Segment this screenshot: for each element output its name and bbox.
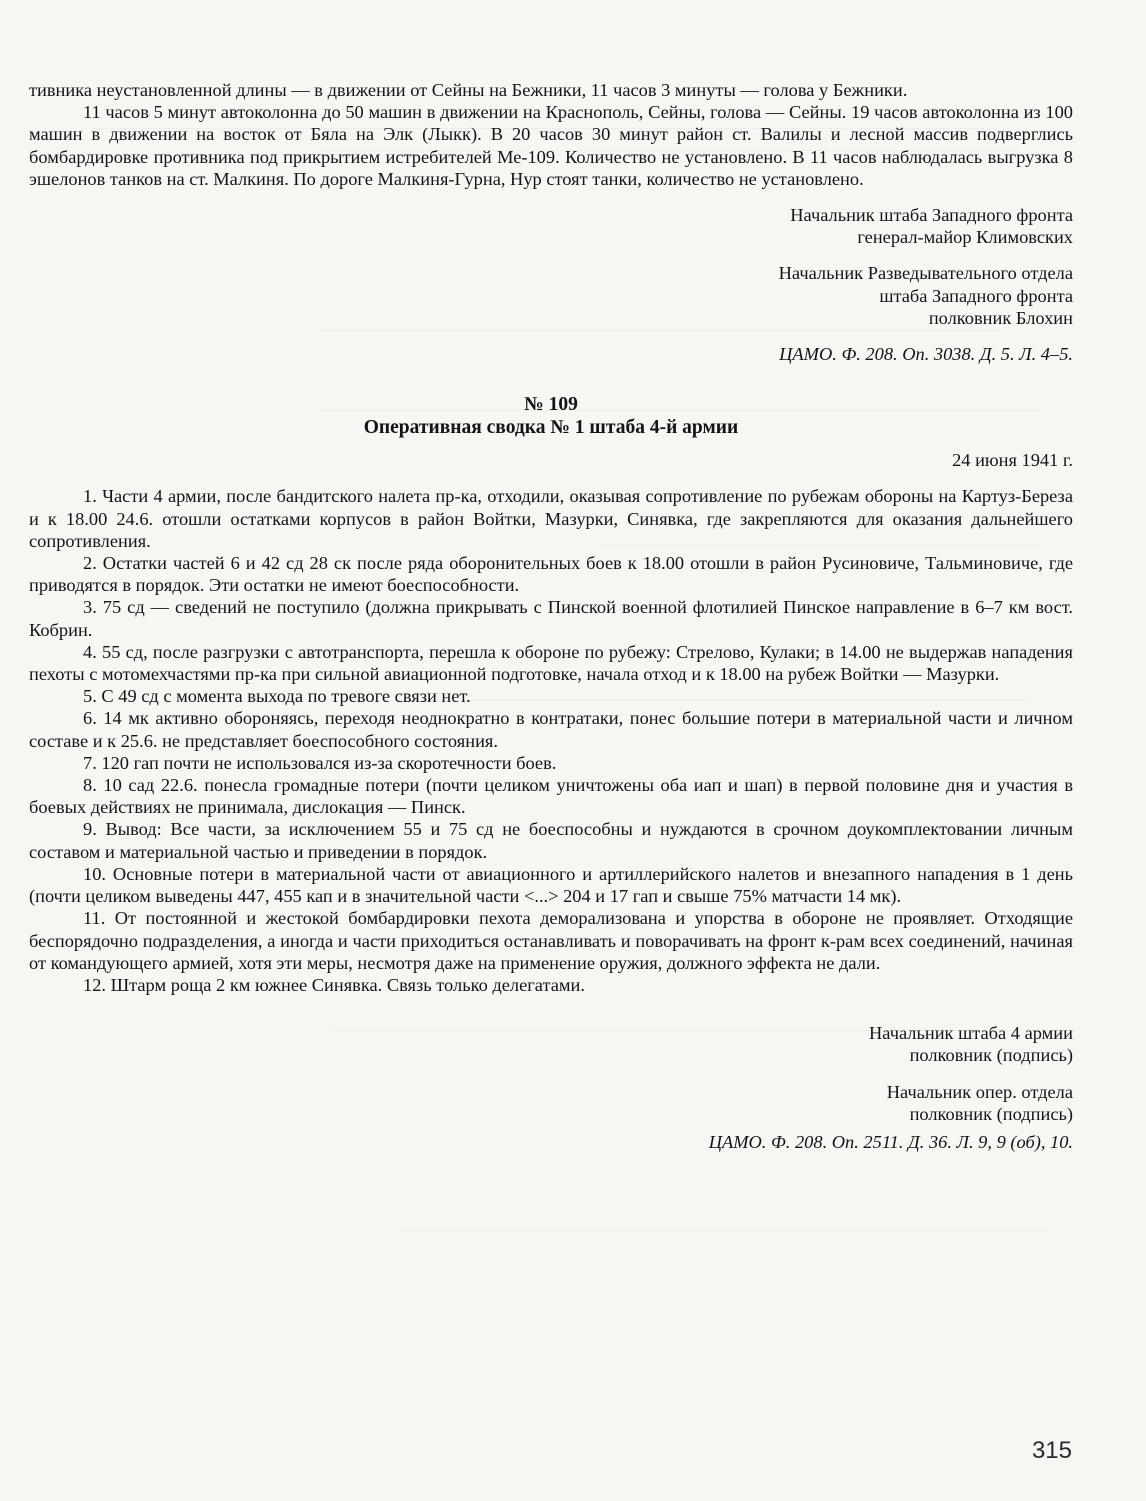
list-item: 12. Штарм роща 2 км южнее Синявка. Связь только делегатами.	[83, 974, 585, 995]
list-item: 8. 10 сад 22.6. понесла громадные потери (почти целиком уничтожены оба иап и шап) в первой половине дня и участия в боевых действиях не принимала, дислокация — Пинск.	[29, 775, 1073, 818]
page-body	[29, 79, 1073, 1153]
signer-title: Начальник штаба 4 армии	[869, 1023, 1073, 1044]
signature-block-1	[29, 204, 1073, 365]
signer-title: штаба Западного фронта	[879, 285, 1073, 306]
document-title: Оперативная сводка № 1 штаба 4-й армии	[363, 417, 739, 439]
page-number: 315	[1031, 1437, 1072, 1464]
list-item: 2. Остатки частей 6 и 42 сд 28 ск после ряда оборонительных боев к 18.00 отошли в район Русиновиче, Тальминовиче, где приводятся в порядок. Эти остатки не имеют боеспособности.	[29, 553, 1073, 596]
document-number: № 109	[524, 394, 578, 416]
signer-title: Начальник Разведывательного отдела	[778, 263, 1073, 284]
report-items	[29, 485, 1073, 996]
signer-title: Начальник опер. отдела	[886, 1081, 1073, 1102]
archive-reference: ЦАМО. Ф. 208. Оп. 2511. Д. 36. Л. 9, 9 (об), 10.	[708, 1131, 1073, 1152]
list-item: 10. Основные потери в материальной части от авиационного и артиллерийского налетов и внезапного нападения в 1 день (почти целиком выведены 447, 455 кап и в значительной части <...> 204 и 17 гап и свыше 75% матчасти 14 мк).	[29, 863, 1073, 907]
list-item: 3. 75 сд — сведений не поступило (должна прикрывать с Пинской военной флотилией Пинское направление в 6–7 км вост. Кобрин.	[29, 597, 1073, 640]
signer-name: полковник (подпись)	[909, 1045, 1073, 1066]
document-date: 24 июня 1941 г.	[952, 450, 1073, 471]
archive-reference: ЦАМО. Ф. 208. Оп. 3038. Д. 5. Л. 4–5.	[779, 344, 1073, 365]
intro-paragraph-1: тивника неустановленной длины — в движении от Сейны на Бежники, 11 часов 3 минуты — голова у Бежники.	[29, 80, 908, 100]
list-item: 5. С 49 сд с момента выхода по тревоге связи нет.	[83, 686, 471, 707]
list-item: 4. 55 сд, после разгрузки с автотранспорта, перешла к обороне по рубежу: Стрелово, Кулаки; в 14.00 не выдержав нападения пехоты с мотомехчастями пр-ка при сильной авиационной подготовке, начала отход и к 18.00 на рубеж Войтки — Мазурки.	[29, 641, 1073, 685]
list-item: 7. 120 гап почти не использовался из-за скоротечности боев.	[83, 752, 557, 773]
list-item: 6. 14 мк активно обороняясь, переходя неоднократно в контратаки, понес большие потери в материальной части и личном составе и к 25.6. не представляет боеспособного состояния.	[29, 708, 1073, 751]
signer-name: полковник Блохин	[928, 307, 1073, 328]
list-item: 1. Части 4 армии, после бандитского налета пр-ка, отходили, оказывая сопротивление по рубежам обороны на Картуз-Береза и к 18.00 24.6. отошли остатками корпусов в район Войтки, Мазурки, Синявка, где закрепляются для оказания дальнейшего сопротивления.	[29, 486, 1073, 551]
signer-title: Начальник штаба Западного фронта	[790, 205, 1073, 226]
intro-paragraph-2: 11 часов 5 минут автоколонна до 50 машин в движении на Краснополь, Сейны, голова — Сейны. 19 часов автоколонна из 100 машин в движении на восток от Бяла на Элк (Лыкк). В 20 часов 30 минут район ст. Валилы и лесной массив подверглись бомбардировке противника под прикрытием истребителей Ме-109. Количество не установлено. В 11 часов наблюдалась выгрузка 8 эшелонов танков на ст. Малкиня. По дороге Малкиня-Гурна, Нур стоят танки, количество не установлено.	[29, 102, 1073, 189]
list-item: 9. Вывод: Все части, за исключением 55 и 75 сд не боеспособны и нуждаются в срочном доукомплектовании личным составом и материальной частью и приведении в порядок.	[29, 819, 1073, 862]
list-item: 11. От постоянной и жестокой бомбардировки пехота деморализована и упорства в обороне не проявляет. Отходящие беспорядочно подразделения, а иногда и части приходиться останавливать и поворачивать на фронт к-рам всех соединений, начиная от командующего армией, хотя эти меры, несмотря даже на применение оружия, должного эффекта не дали.	[29, 908, 1073, 973]
signer-name: полковник (подпись)	[909, 1103, 1073, 1124]
signer-name: генерал-майор Климовских	[857, 227, 1073, 248]
signature-block-2	[29, 1022, 1073, 1153]
